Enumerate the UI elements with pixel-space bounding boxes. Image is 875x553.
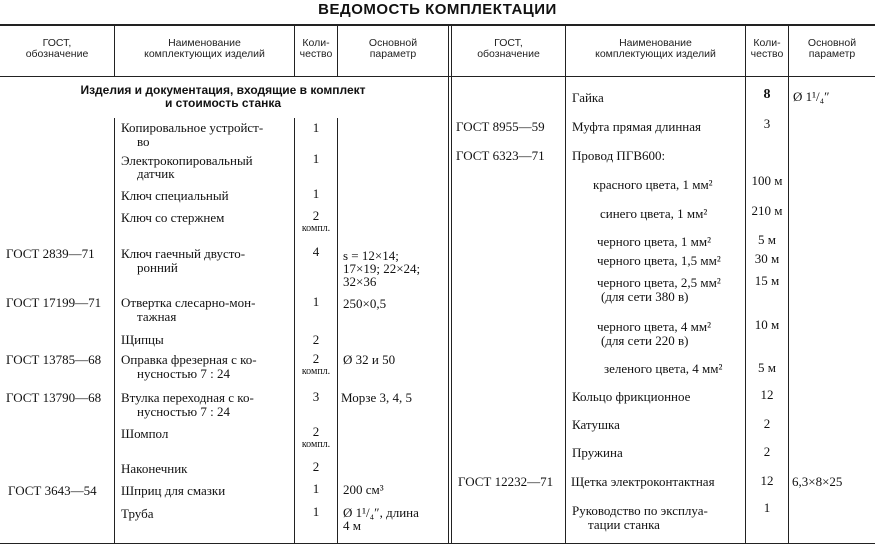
right-row-name: Пружина — [572, 445, 623, 460]
left-row-name: Электрокопировальный — [121, 153, 253, 168]
left-row-gost: ГОСТ 17199—71 — [6, 295, 102, 310]
left-row-qty: 2 — [312, 424, 320, 439]
header-rule — [0, 76, 875, 77]
right-row-qty: 5 м — [758, 360, 776, 375]
left-row-qty: 2 — [312, 208, 320, 223]
right-row-qty: 30 м — [754, 251, 780, 266]
right-row-name: синего цвета, 1 мм² — [600, 206, 708, 221]
right-row-name: (для сети 220 в) — [601, 333, 689, 348]
left-row-qty-unit: компл. — [301, 223, 331, 234]
left-row-name: Ключ со стержнем — [121, 210, 225, 225]
right-row-qty: 2 — [763, 444, 771, 459]
col-rule-l3-body — [337, 118, 338, 543]
left-row-gost: ГОСТ 13790—68 — [6, 390, 102, 405]
left-row-param: s = 12×14; — [343, 248, 399, 263]
right-row-name: Катушка — [572, 417, 620, 432]
left-row-qty-unit: компл. — [301, 366, 331, 377]
left-row-name: Отвертка слесарно-мон- — [121, 295, 256, 310]
left-row-param: 32×36 — [343, 274, 377, 289]
right-row-name: Провод ПГВ600: — [572, 148, 666, 163]
left-row-name: во — [137, 134, 150, 149]
right-row-name: (для сети 380 в) — [601, 289, 689, 304]
right-row-name: Щетка электроконтактная — [571, 474, 715, 489]
right-row-qty: 12 — [760, 473, 774, 488]
right-row-qty: 210 м — [751, 203, 783, 218]
left-row-gost: ГОСТ 13785—68 — [6, 352, 102, 367]
left-row-param: Ø 32 и 50 — [343, 352, 396, 367]
header-name: Наименование комплектующих изделий — [144, 37, 265, 60]
left-row-param: 4 м — [343, 518, 361, 533]
right-row-qty: 2 — [763, 416, 771, 431]
right-row-name: черного цвета, 1 мм² — [597, 234, 712, 249]
left-row-param: Морзе 3, 4, 5 — [341, 390, 413, 405]
left-row-qty: 1 — [312, 294, 320, 309]
left-row-param: 200 см³ — [343, 482, 384, 497]
right-row-param: 6,3×8×25 — [792, 474, 843, 489]
right-row-name: Руководство по эксплуа- — [572, 503, 708, 518]
center-double-rule-1 — [448, 25, 449, 543]
left-row-gost: ГОСТ 2839—71 — [6, 246, 95, 261]
document-title: ВЕДОМОСТЬ КОМПЛЕКТАЦИИ — [318, 1, 557, 18]
left-row-param: Ø 1¹/₄″, длина — [343, 505, 419, 520]
right-row-gost: ГОСТ 12232—71 — [458, 474, 554, 489]
right-row-name: черного цвета, 2,5 мм² — [597, 275, 721, 290]
right-row-gost: ГОСТ 6323—71 — [456, 148, 545, 163]
center-double-rule-2 — [451, 25, 452, 543]
left-row-name: Ключ гаечный двусто- — [121, 246, 246, 261]
left-row-qty: 3 — [312, 389, 320, 404]
right-row-qty: 10 м — [754, 317, 780, 332]
header-qty-right: Коли- чество — [750, 37, 784, 60]
left-row-name: Шприц для смазки — [121, 483, 226, 498]
right-row-qty: 5 м — [758, 232, 776, 247]
header-param: Основной параметр — [368, 37, 418, 60]
left-row-name: Щипцы — [121, 332, 164, 347]
left-row-name: тажная — [137, 309, 177, 324]
right-row-name: черного цвета, 4 мм² — [597, 319, 712, 334]
right-row-name: Кольцо фрикционное — [572, 389, 691, 404]
section-heading: Изделия и документация, входящие в комплект — [80, 83, 366, 97]
left-row-param: 250×0,5 — [343, 296, 387, 311]
right-row-qty: 100 м — [751, 173, 783, 188]
left-row-name: Труба — [121, 506, 154, 521]
header-qty: Коли- чество — [299, 37, 333, 60]
col-rule-r1-body — [565, 77, 566, 543]
right-row-qty: 15 м — [754, 273, 780, 288]
left-row-name: нусностью 7 : 24 — [137, 366, 230, 381]
top-rule — [0, 24, 875, 26]
right-row-qty: 12 — [760, 387, 774, 402]
right-row-param: Ø 1¹/₄″ — [793, 89, 830, 104]
right-row-qty: 8 — [763, 87, 771, 102]
left-row-qty: 1 — [312, 186, 320, 201]
section-heading-line2: и стоимость станка — [164, 96, 282, 110]
left-row-name: Оправка фрезерная с ко- — [121, 352, 257, 367]
left-row-name: Наконечник — [121, 461, 188, 476]
col-rule-l2-body — [294, 118, 295, 543]
col-rule-r3-body — [788, 77, 789, 543]
left-row-name: Ключ специальный — [121, 188, 229, 203]
bottom-rule — [0, 543, 875, 544]
right-row-name: Гайка — [572, 90, 604, 105]
left-row-param: 17×19; 22×24; — [343, 261, 421, 276]
left-row-name: Шомпол — [121, 426, 169, 441]
left-row-gost: ГОСТ 3643—54 — [8, 483, 97, 498]
right-row-name: тации станка — [588, 517, 660, 532]
header-name-right: Наименование комплектующих изделий — [595, 37, 716, 60]
left-row-qty: 1 — [312, 151, 320, 166]
header-gost: ГОСТ, обозначение — [25, 37, 89, 60]
header-param-right: Основной параметр — [807, 37, 857, 60]
left-row-qty-unit: компл. — [301, 439, 331, 450]
right-row-name: черного цвета, 1,5 мм² — [597, 253, 721, 268]
left-row-name: ронний — [137, 260, 178, 275]
left-row-name: Втулка переходная с ко- — [121, 390, 254, 405]
left-row-name: датчик — [137, 166, 175, 181]
left-row-qty: 2 — [312, 459, 320, 474]
left-row-qty: 4 — [312, 244, 320, 259]
left-row-name: Копировальное устройст- — [121, 120, 264, 135]
right-row-qty: 3 — [763, 116, 771, 131]
right-row-qty: 1 — [763, 500, 771, 515]
left-row-qty: 2 — [312, 332, 320, 347]
left-row-qty: 1 — [312, 481, 320, 496]
right-row-name: красного цвета, 1 мм² — [593, 177, 713, 192]
left-row-qty: 1 — [312, 504, 320, 519]
right-row-name: зеленого цвета, 4 мм² — [604, 361, 723, 376]
header-gost-right: ГОСТ, обозначение — [477, 37, 540, 60]
right-row-gost: ГОСТ 8955—59 — [456, 119, 545, 134]
col-rule-l1-body — [114, 118, 115, 543]
left-row-qty: 2 — [312, 351, 320, 366]
left-row-qty: 1 — [312, 120, 320, 135]
left-row-name: нусностью 7 : 24 — [137, 404, 230, 419]
right-row-name: Муфта прямая длинная — [572, 119, 701, 134]
